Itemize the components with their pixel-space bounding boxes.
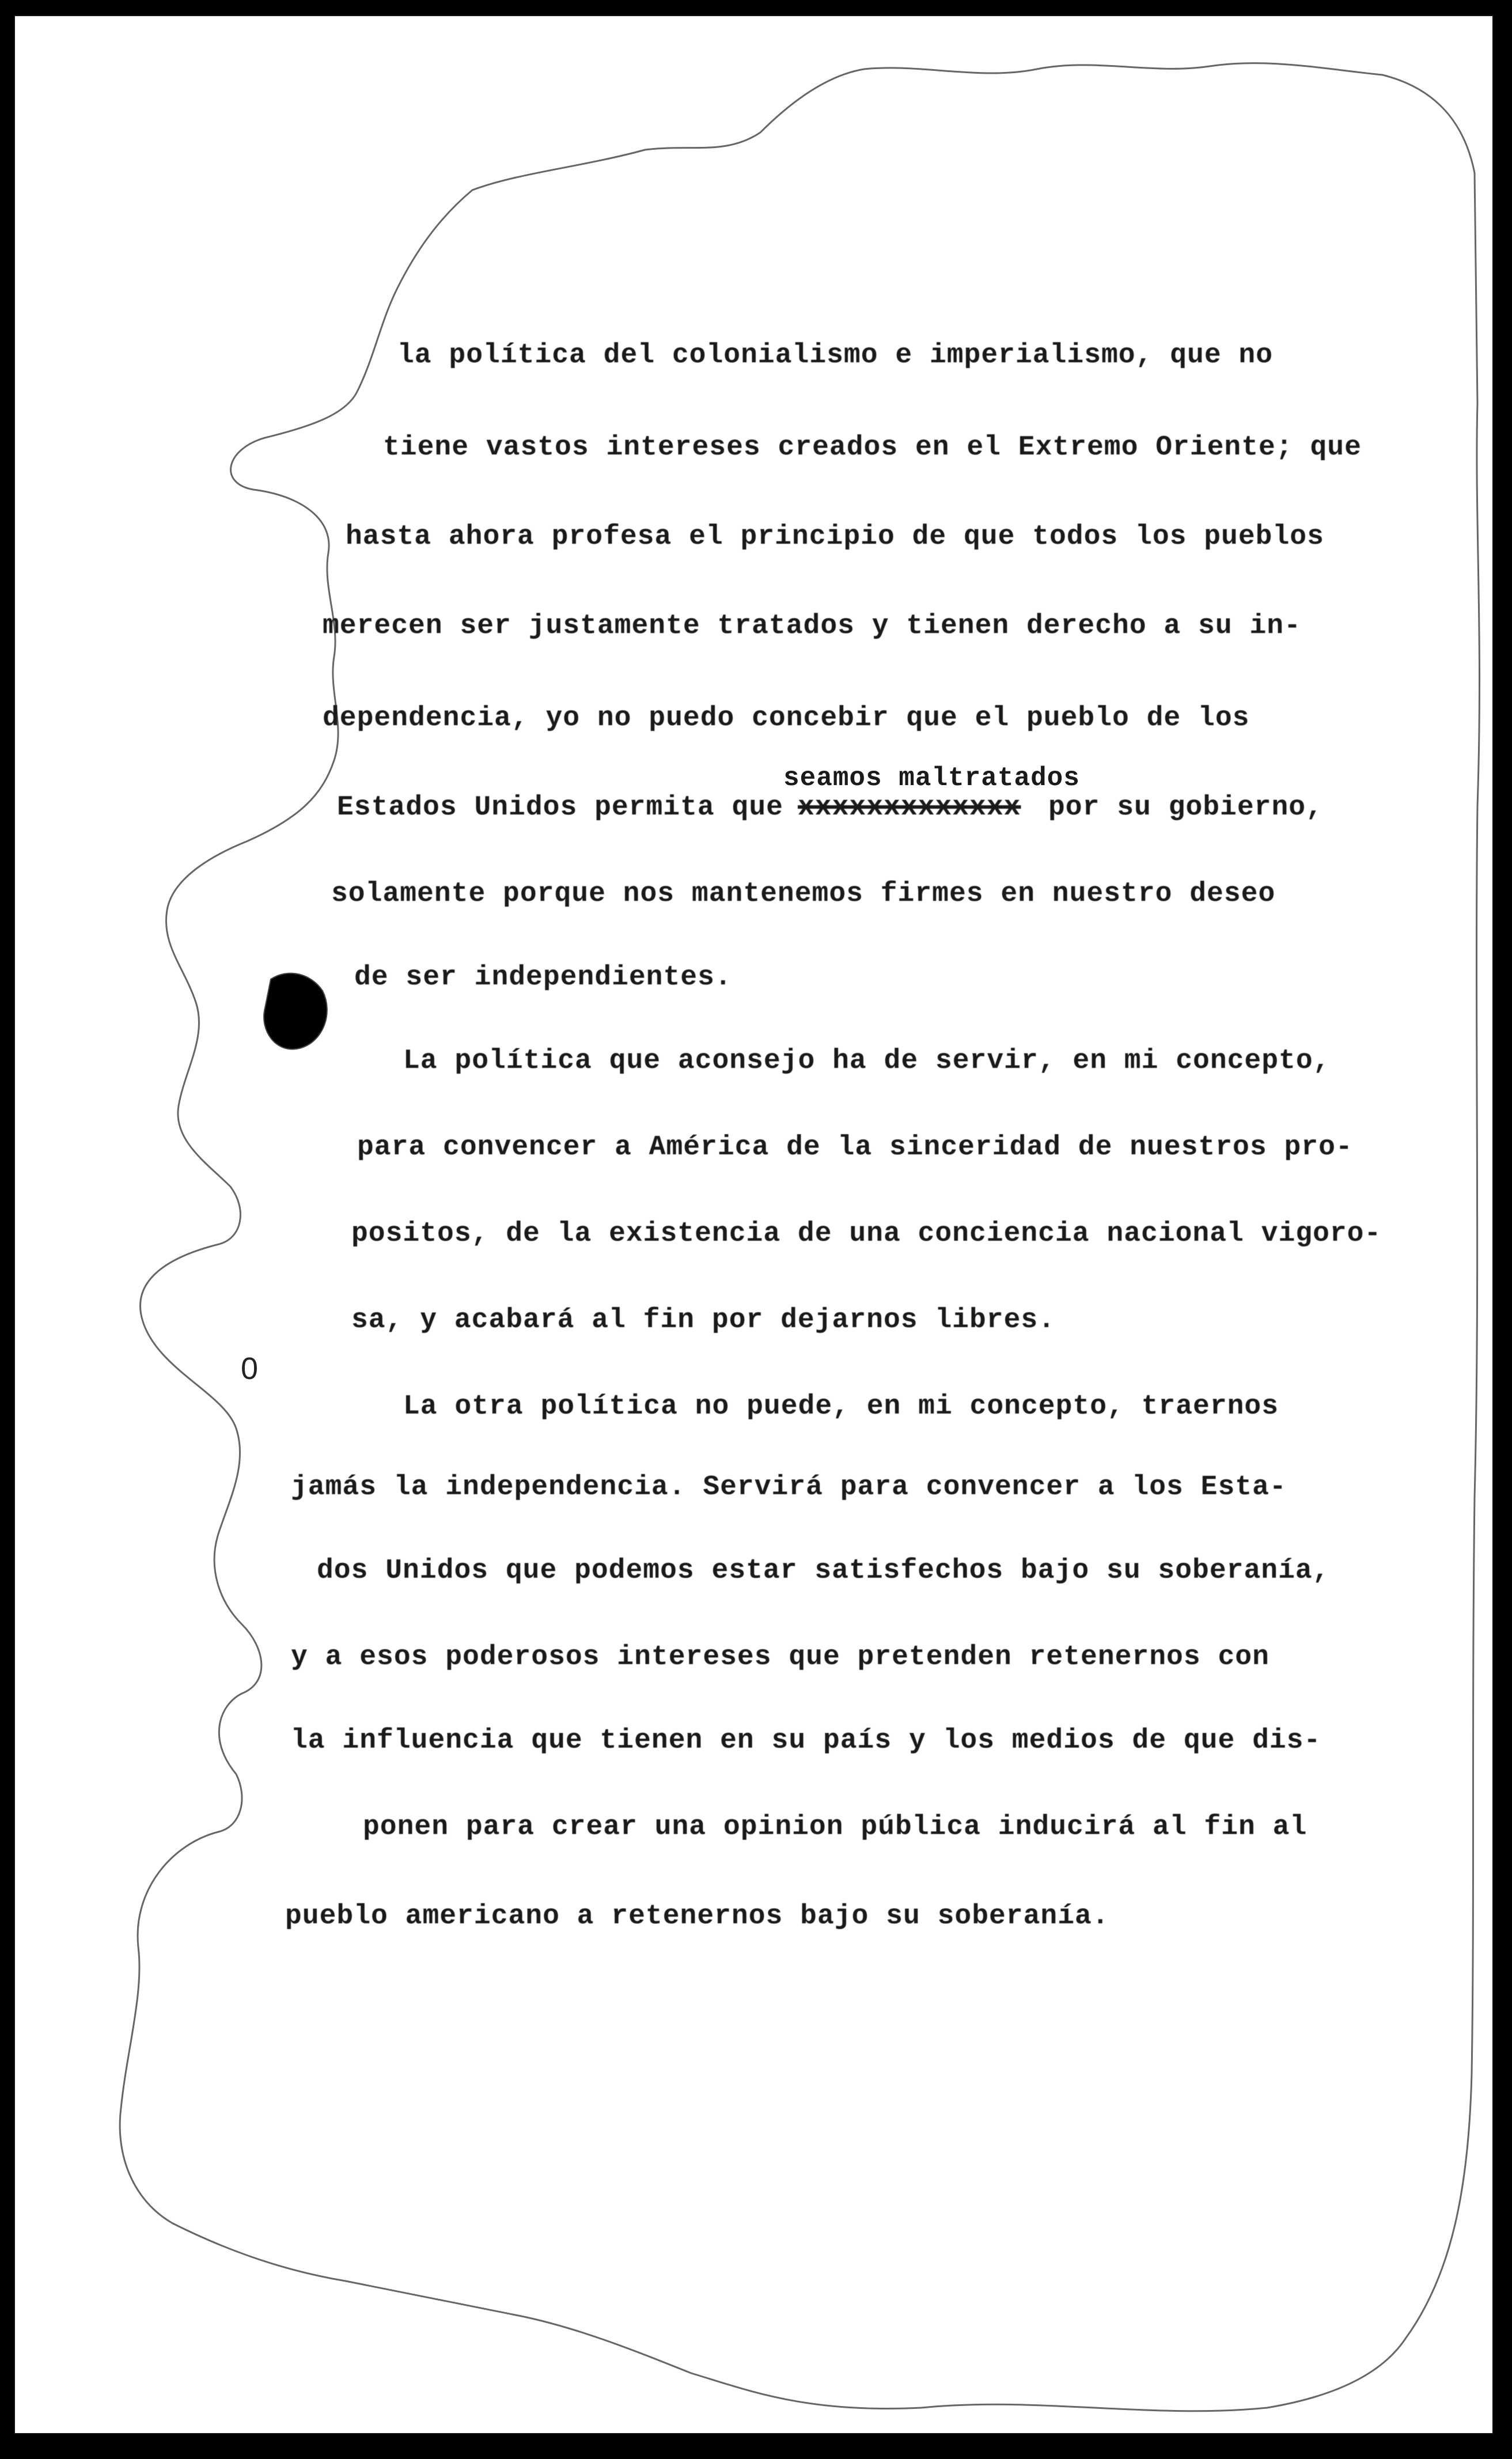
text-line-4: merecen ser justamente tratados y tienen derecho a su in- xyxy=(323,611,1301,642)
text-line-9: La política que aconsejo ha de servir, en mi concepto, xyxy=(403,1045,1331,1077)
text-line-14: jamás la independencia. Servirá para convencer a los Esta- xyxy=(291,1472,1287,1503)
text-line-12: sa, y acabará al fin por dejarnos libres. xyxy=(351,1305,1055,1336)
text-line-6b: por su gobierno, xyxy=(1048,792,1323,823)
text-line-5: dependencia, yo no puedo concebir que el pueblo de los xyxy=(323,703,1250,734)
text-line-15: dos Unidos que podemos estar satisfechos bajo su soberanía, xyxy=(317,1555,1330,1586)
margin-mark: 0 xyxy=(241,1351,259,1386)
struck-out-word: xxxxxxxxxxxxx xyxy=(798,792,1021,823)
text-line-11: positos, de la existencia de una conciencia nacional vigoro- xyxy=(351,1218,1382,1249)
text-line-1: la política del colonialismo e imperialismo, que no xyxy=(397,340,1274,371)
interlinear-insertion: seamos maltratados xyxy=(783,763,1080,793)
text-line-6: Estados Unidos permita que xyxy=(337,792,783,823)
text-line-10: para convencer a América de la sinceridad de nuestros pro- xyxy=(357,1132,1353,1163)
text-line-19: pueblo americano a retenernos bajo su soberanía. xyxy=(285,1901,1109,1932)
text-line-3: hasta ahora profesa el principio de que todos los pueblos xyxy=(346,521,1324,552)
text-line-13: La otra política no puede, en mi concepto, traernos xyxy=(403,1391,1279,1422)
text-line-8: de ser independientes. xyxy=(354,962,732,993)
text-line-18: ponen para crear una opinion pública inducirá al fin al xyxy=(363,1812,1308,1843)
text-line-7: solamente porque nos mantenemos firmes en nuestro deseo xyxy=(331,878,1276,910)
text-line-2: tiene vastos intereses creados en el Extremo Oriente; que xyxy=(383,432,1362,463)
text-line-16: y a esos poderosos intereses que pretenden retenernos con xyxy=(291,1642,1270,1673)
text-line-17: la influencia que tienen en su país y los medios de que dis- xyxy=(291,1725,1321,1756)
